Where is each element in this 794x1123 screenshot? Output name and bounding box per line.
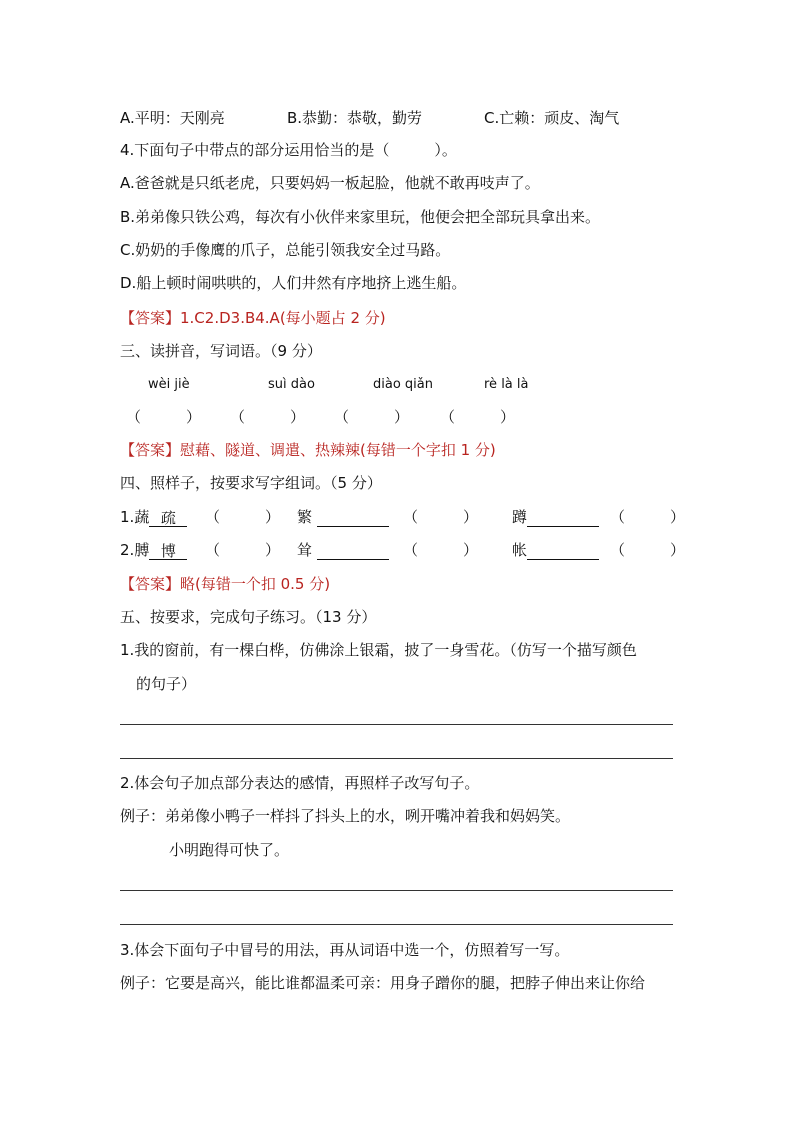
row-1-char-3: 蹲	[512, 507, 599, 527]
row-2-paren-3[interactable]: （ ）	[610, 541, 686, 559]
row-1-paren-2[interactable]: （ ）	[403, 508, 479, 526]
pinyin-4: rè là là	[484, 377, 529, 392]
answer-block-3: 【答案】慰藉、隧道、调遣、热辣辣(每错一个字扣 1 分)	[120, 441, 496, 459]
answer-block-1: 【答案】1.C2.D3.B4.A(每小题占 2 分)	[120, 309, 386, 327]
blank-paren-1[interactable]: （ ）	[126, 408, 202, 426]
q4-option-c: C.奶奶的手像鹰的爪子，总能引领我安全过马路。	[120, 241, 451, 259]
row-1-example-fill: 疏	[149, 508, 187, 527]
row-2-char: 膊	[134, 541, 150, 559]
pinyin-1: wèi jiè	[148, 377, 190, 392]
section-4-title: 四、照样子，按要求写字组词。（5 分）	[120, 474, 382, 492]
q4-option-a: A.爸爸就是只纸老虎，只要妈妈一板起脸，他就不敢再吱声了。	[120, 174, 540, 192]
option-c: C.亡赖：顽皮、淘气	[484, 109, 620, 127]
s5-q1-line1: 1.我的窗前，有一棵白桦，仿佛涂上银霜，披了一身雪花。（仿写一个描写颜色	[120, 641, 637, 659]
s5-q2-prompt: 小明跑得可快了。	[169, 841, 290, 859]
row-1-blank-2[interactable]	[317, 508, 389, 527]
pinyin-2: suì dào	[268, 377, 315, 392]
section-5-title: 五、按要求，完成句子练习。（13 分）	[120, 608, 377, 626]
question-4-stem: 4.下面句子中带点的部分运用恰当的是（ ）。	[120, 141, 457, 159]
q4-option-b: B.弟弟像只铁公鸡，每次有小伙伴来家里玩，他便会把全部玩具拿出来。	[120, 208, 601, 226]
s5-q1-line2: 的句子）	[136, 675, 197, 693]
blank-paren-4[interactable]: （ ）	[440, 408, 516, 426]
row-2-blank-2[interactable]	[317, 541, 389, 560]
answer-line-1[interactable]	[120, 724, 673, 725]
s5-q2-example: 例子：弟弟像小鸭子一样抖了抖头上的水，咧开嘴冲着我和妈妈笑。	[120, 807, 571, 825]
row-2-paren-1[interactable]: （ ）	[205, 541, 281, 559]
answer-line-4[interactable]	[120, 924, 673, 925]
row-1-char: 蔬	[134, 508, 150, 526]
row-2-number: 2.	[120, 541, 135, 559]
row-2-example	[120, 540, 187, 560]
option-b: B.恭勤：恭敬，勤劳	[287, 109, 423, 127]
row-1-example	[120, 507, 187, 527]
row-2-blank-3[interactable]	[527, 541, 599, 560]
q4-option-d: D.船上顿时闹哄哄的，人们井然有序地挤上逃生船。	[120, 274, 467, 292]
option-a: A.平明：天刚亮	[120, 109, 225, 127]
row-2-char-2: 耸	[297, 540, 389, 560]
answer-line-2[interactable]	[120, 758, 673, 759]
row-2-paren-2[interactable]: （ ）	[403, 541, 479, 559]
row-1-blank-3[interactable]	[527, 508, 599, 527]
blank-paren-2[interactable]: （ ）	[230, 408, 306, 426]
s5-q3-example: 例子：它要是高兴，能比谁都温柔可亲：用身子蹭你的腿，把脖子伸出来让你给	[120, 974, 646, 992]
row-1-number: 1.	[120, 508, 135, 526]
row-2-char-3: 帐	[512, 540, 599, 560]
row-2-example-fill: 博	[149, 541, 187, 560]
pinyin-3: diào qiǎn	[373, 377, 433, 392]
row-1-paren-3[interactable]: （ ）	[610, 508, 686, 526]
blank-paren-3[interactable]: （ ）	[334, 408, 410, 426]
answer-block-4: 【答案】略(每错一个扣 0.5 分)	[120, 575, 331, 593]
s5-q3: 3.体会下面句子中冒号的用法，再从词语中选一个，仿照着写一写。	[120, 941, 570, 959]
section-3-title: 三、读拼音，写词语。（9 分）	[120, 342, 322, 360]
answer-line-3[interactable]	[120, 890, 673, 891]
row-1-char-2: 繁	[297, 507, 389, 527]
s5-q2: 2.体会句子加点部分表达的感情，再照样子改写句子。	[120, 774, 480, 792]
row-1-paren-1[interactable]: （ ）	[205, 508, 281, 526]
